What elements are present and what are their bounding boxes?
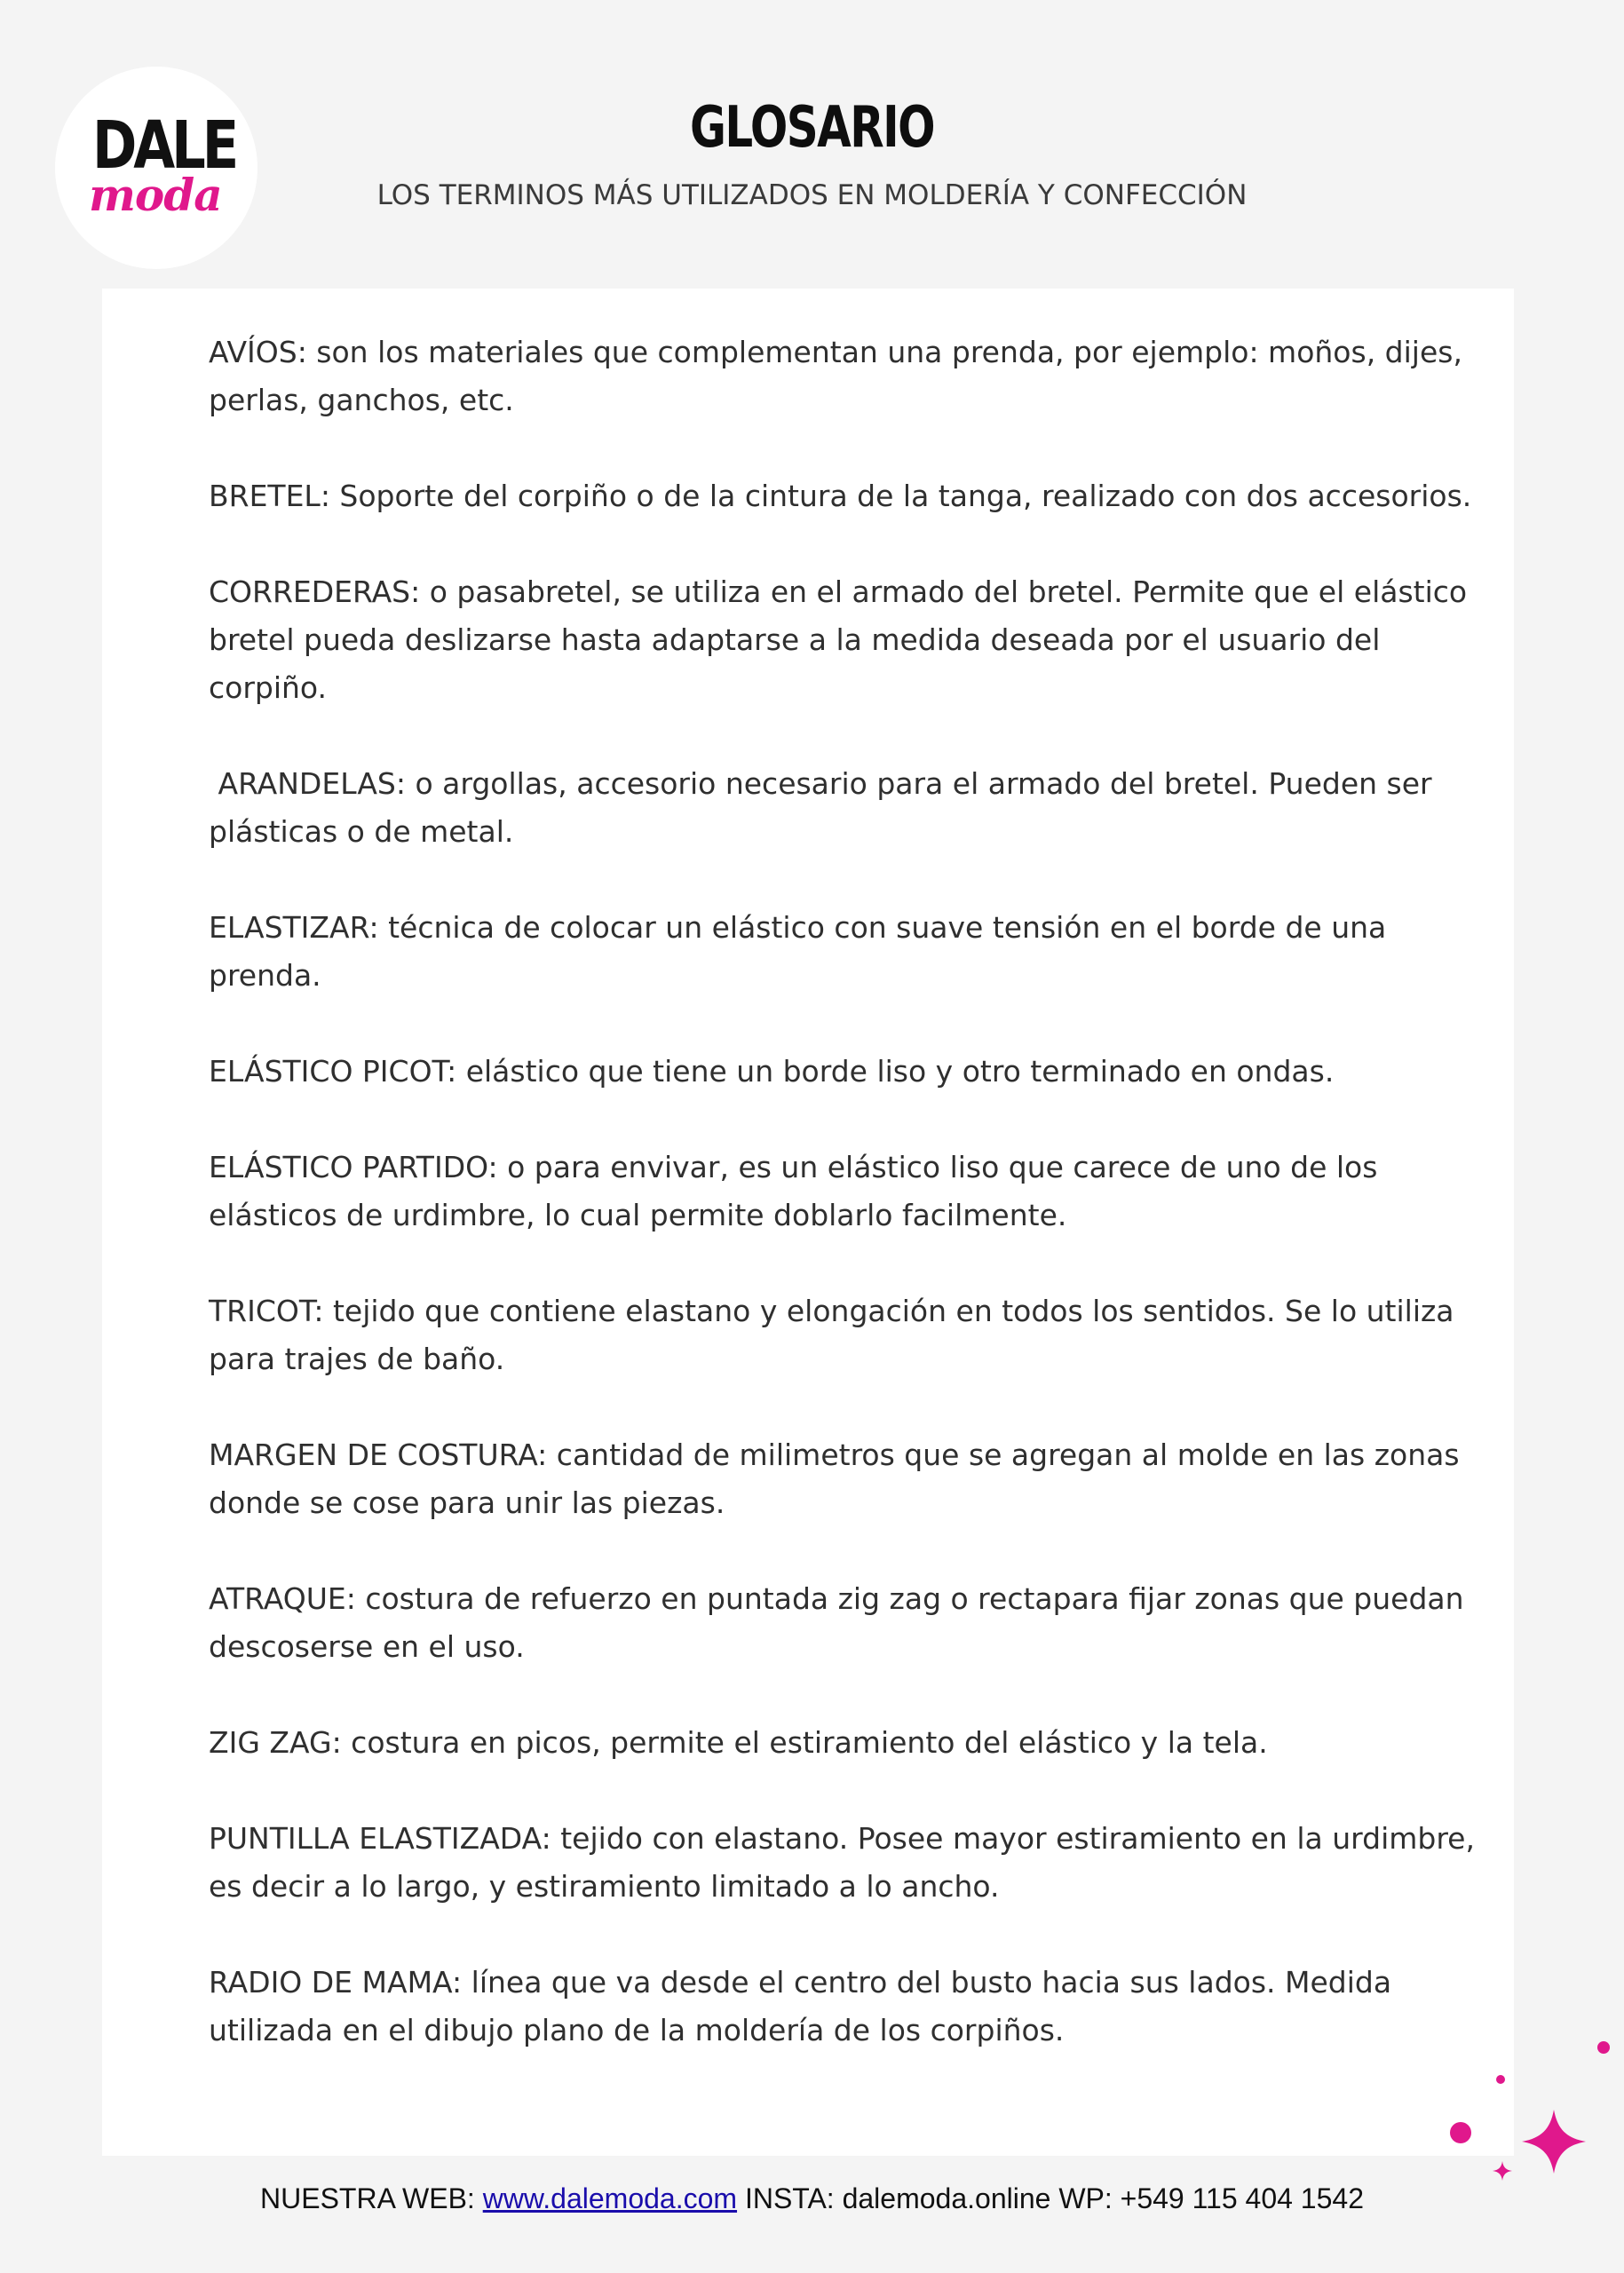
- footer-web-label: NUESTRA WEB:: [260, 2182, 475, 2214]
- brand-logo: [55, 67, 257, 269]
- page-subtitle: LOS TERMINOS MÁS UTILIZADOS EN MOLDERÍA Y CONFECCIÓN: [376, 179, 1248, 211]
- glossary-entry-puntilla-elastizada: PUNTILLA ELASTIZADA: tejido con elastano. Posee mayor estiramiento en la urdimbre, es decir a lo largo, y estiramiento limitado a lo ancho.: [209, 1821, 1475, 1904]
- glossary-entry-correderas: CORREDERAS: o pasabretel, se utiliza en el armado del bretel. Permite que el elástico bretel pueda deslizarse hasta adaptarse a la medida deseada por el usuario del corpiño.: [209, 574, 1468, 705]
- glossary-entry-elastizar: ELASTIZAR: técnica de colocar un elástico con suave tensión en el borde de una prenda.: [209, 910, 1387, 993]
- footer-web-link[interactable]: www.dalemoda.com: [482, 2182, 738, 2214]
- page-title: GLOSARIO: [690, 95, 934, 161]
- sparkle-icon: [1438, 2024, 1624, 2202]
- glossary-entry-tricot: TRICOT: tejido que contiene elastano y elongación en todos los sentidos. Se lo utiliza para trajes de baño.: [209, 1294, 1454, 1376]
- logo-text-dale: DALE: [92, 107, 236, 184]
- glossary-entry-atraque: ATRAQUE: costura de refuerzo en puntada zig zag o rectapara fijar zonas que puedan descoserse en el uso.: [209, 1581, 1464, 1664]
- glossary-entry-radio-de-mama: RADIO DE MAMA: línea que va desde el centro del busto hacia sus lados. Medida utilizada en el dibujo plano de la moldería de los corpiños.: [209, 1965, 1392, 2047]
- glossary-entry-elastico-picot: ELÁSTICO PICOT: elástico que tiene un borde liso y otro terminado en ondas.: [209, 1054, 1335, 1089]
- glossary-entry-margen-de-costura: MARGEN DE COSTURA: cantidad de milimetros que se agregan al molde en las zonas donde se cose para unir las piezas.: [209, 1437, 1460, 1520]
- glossary-entry-bretel: BRETEL: Soporte del corpiño o de la cintura de la tanga, realizado con dos accesorios.: [209, 479, 1472, 513]
- glossary-entry-arandelas: ARANDELAS: o argollas, accesorio necesario para el armado del bretel. Pueden ser plásticas o de metal.: [209, 766, 1442, 849]
- footer-insta: INSTA: dalemoda.online: [744, 2182, 1051, 2214]
- logo-text-moda: moda: [89, 169, 222, 221]
- footer-whatsapp: WP: +549 115 404 1542: [1058, 2182, 1364, 2214]
- glossary-entry-elastico-partido: ELÁSTICO PARTIDO: o para envivar, es un elástico liso que carece de uno de los elásticos de urdimbre, lo cual permite doblarlo facilmente.: [209, 1150, 1378, 1232]
- footer-contact: [0, 2184, 1624, 2213]
- glossary-list: [209, 329, 1487, 2103]
- glossary-card: [102, 289, 1514, 2156]
- glossary-entry-zig-zag: ZIG ZAG: costura en picos, permite el estiramiento del elástico y la tela.: [209, 1725, 1268, 1760]
- glossary-entry-avios: AVÍOS: son los materiales que complementan una prenda, por ejemplo: moños, dijes, perlas, ganchos, etc.: [209, 335, 1462, 417]
- decorative-sparkles: [1438, 2024, 1624, 2202]
